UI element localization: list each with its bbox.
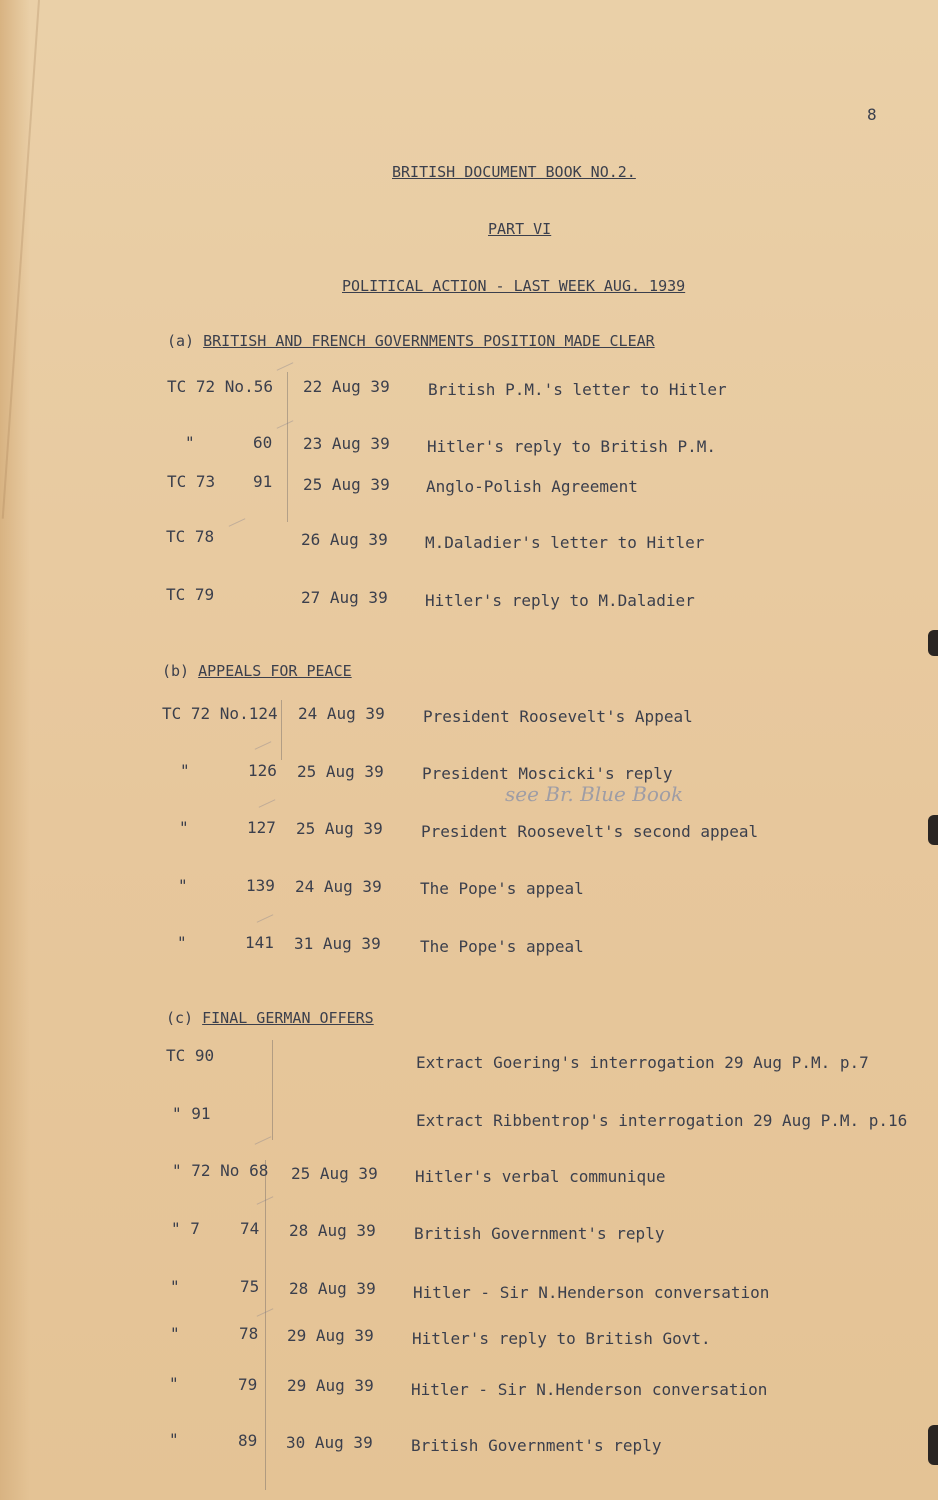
row-date: 25 Aug 39 <box>303 475 390 494</box>
punch-hole <box>928 1425 938 1465</box>
section-title: APPEALS FOR PEACE <box>198 662 352 680</box>
row-ref: " 91 <box>172 1104 211 1123</box>
column-rule <box>287 372 288 522</box>
row-description: Hitler's reply to British P.M. <box>427 437 716 456</box>
row-description: Anglo-Polish Agreement <box>426 477 638 496</box>
row-number: 60 <box>253 433 273 452</box>
row-date: 28 Aug 39 <box>289 1279 376 1298</box>
row-date: 25 Aug 39 <box>297 762 384 781</box>
row-date: 31 Aug 39 <box>294 934 381 953</box>
section-label: (a) <box>167 332 195 350</box>
row-ref: " <box>178 876 188 895</box>
row-ref: " <box>169 1430 179 1449</box>
row-ref: " <box>170 1277 180 1296</box>
row-ref: " <box>170 1324 180 1343</box>
row-number: 141 <box>245 933 274 952</box>
row-description: The Pope's appeal <box>420 937 584 956</box>
row-number: 126 <box>248 761 277 780</box>
row-ref: " 72 No 68 <box>172 1161 269 1180</box>
section-label: (b) <box>162 662 190 680</box>
row-description: President Roosevelt's second appeal <box>421 822 759 841</box>
row-ref: " 7 <box>171 1219 200 1238</box>
row-ref: TC 90 <box>166 1046 215 1065</box>
subject-heading: POLITICAL ACTION - LAST WEEK AUG. 1939 <box>342 277 686 295</box>
row-description: Hitler's verbal communique <box>415 1167 666 1186</box>
column-rule <box>281 700 282 760</box>
row-date: 29 Aug 39 <box>287 1326 374 1345</box>
row-description: President Moscicki's reply <box>422 764 673 783</box>
row-description: President Roosevelt's Appeal <box>423 707 693 726</box>
section-label: (c) <box>166 1009 194 1027</box>
row-number: 91 <box>253 472 273 491</box>
row-number: 74 <box>240 1219 260 1238</box>
part-heading: PART VI <box>488 220 552 238</box>
punch-hole <box>928 815 938 845</box>
row-date: 27 Aug 39 <box>301 588 388 607</box>
row-date: 26 Aug 39 <box>301 530 388 549</box>
section-title: BRITISH AND FRENCH GOVERNMENTS POSITION MADE CLEAR <box>203 332 655 350</box>
row-description: Hitler's reply to British Govt. <box>412 1329 711 1348</box>
row-ref: TC 78 <box>166 527 215 546</box>
row-ref: " <box>185 433 195 452</box>
row-date: 22 Aug 39 <box>303 377 390 396</box>
row-ref: " <box>177 933 187 952</box>
row-date: 24 Aug 39 <box>298 704 385 723</box>
section-heading <box>162 662 352 680</box>
section-heading <box>167 332 655 350</box>
row-ref: " <box>169 1374 179 1393</box>
row-ref: TC 72 No.124 <box>162 704 278 723</box>
row-ref: TC 79 <box>166 585 215 604</box>
row-description: British P.M.'s letter to Hitler <box>428 380 727 399</box>
row-description: Hitler - Sir N.Henderson conversation <box>413 1283 770 1302</box>
row-ref: " <box>180 761 190 780</box>
row-number: 78 <box>239 1324 259 1343</box>
row-date: 25 Aug 39 <box>296 819 383 838</box>
row-description: Extract Goering's interrogation 29 Aug P.M. p.7 <box>416 1053 869 1072</box>
row-ref: TC 73 <box>167 472 216 491</box>
row-date: 29 Aug 39 <box>287 1376 374 1395</box>
row-date: 24 Aug 39 <box>295 877 382 896</box>
row-description: Hitler's reply to M.Daladier <box>425 591 695 610</box>
column-rule <box>272 1040 273 1140</box>
paper-edge-shadow <box>0 0 30 1500</box>
document-title: BRITISH DOCUMENT BOOK NO.2. <box>392 163 636 181</box>
section-heading <box>166 1009 374 1027</box>
row-description: British Government's reply <box>414 1224 665 1243</box>
page-number: 8 <box>867 105 877 124</box>
row-date: 23 Aug 39 <box>303 434 390 453</box>
handwritten-note: see Br. Blue Book <box>505 782 684 806</box>
row-description: M.Daladier's letter to Hitler <box>425 533 705 552</box>
punch-hole <box>928 630 938 656</box>
row-date: 30 Aug 39 <box>286 1433 373 1452</box>
section-title: FINAL GERMAN OFFERS <box>202 1009 374 1027</box>
row-date: 28 Aug 39 <box>289 1221 376 1240</box>
row-description: The Pope's appeal <box>420 879 584 898</box>
row-ref: TC 72 No.56 <box>167 377 273 396</box>
row-number: 139 <box>246 876 275 895</box>
row-date: 25 Aug 39 <box>291 1164 378 1183</box>
row-number: 127 <box>247 818 276 837</box>
row-number: 79 <box>238 1375 258 1394</box>
row-ref: " <box>179 818 189 837</box>
row-number: 75 <box>240 1277 260 1296</box>
column-rule <box>265 1160 266 1490</box>
row-number: 89 <box>238 1431 258 1450</box>
row-description: Extract Ribbentrop's interrogation 29 Aug P.M. p.16 <box>416 1111 908 1130</box>
row-description: British Government's reply <box>411 1436 662 1455</box>
row-description: Hitler - Sir N.Henderson conversation <box>411 1380 768 1399</box>
